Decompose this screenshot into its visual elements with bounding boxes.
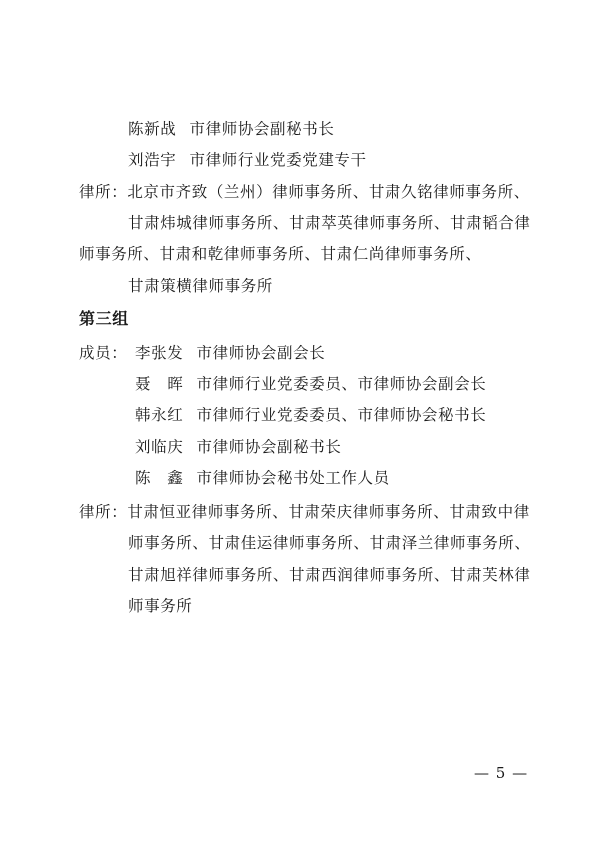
firms-line: 甘肃炜城律师事务所、甘肃萃英律师事务所、甘肃韬合律 bbox=[128, 214, 531, 232]
member-name: 陈 鑫 bbox=[135, 469, 184, 487]
member-row bbox=[135, 374, 486, 394]
member-row bbox=[128, 150, 367, 170]
firms-label: 律所： bbox=[79, 503, 128, 521]
member-row bbox=[135, 468, 390, 488]
member-role: 市律师行业党委委员、市律师协会秘书长 bbox=[196, 406, 487, 424]
page-number: — 5 — bbox=[474, 764, 529, 782]
member-name: 韩永红 bbox=[135, 406, 184, 424]
firms-text: 北京市齐致（兰州）律师事务所、甘肃久铭律师事务所、 bbox=[127, 183, 530, 201]
firms-label: 律所： bbox=[79, 183, 128, 201]
member-name: 李张发 bbox=[135, 344, 184, 362]
member-name: 刘浩宇 bbox=[128, 151, 177, 169]
member-role: 市律师协会副秘书长 bbox=[189, 120, 335, 138]
member-role: 市律师协会副会长 bbox=[196, 344, 326, 362]
members-label: 成员： bbox=[79, 344, 128, 362]
firms-line: 甘肃策横律师事务所 bbox=[128, 277, 273, 295]
member-role: 市律师行业党委党建专干 bbox=[189, 151, 367, 169]
firms-text: 甘肃恒亚律师事务所、甘肃荣庆律师事务所、甘肃致中律 bbox=[127, 503, 530, 521]
firms-line bbox=[79, 502, 530, 522]
firms-line: 师事务所、甘肃和乾律师事务所、甘肃仁尚律师事务所、 bbox=[79, 245, 482, 263]
member-name: 聂 晖 bbox=[135, 375, 184, 393]
member-row bbox=[79, 343, 325, 363]
firms-line: 师事务所 bbox=[128, 597, 193, 615]
firms-line: 甘肃旭祥律师事务所、甘肃西润律师事务所、甘肃芙林律 bbox=[128, 566, 531, 584]
member-row bbox=[135, 405, 486, 425]
member-name: 陈新战 bbox=[128, 120, 177, 138]
member-role: 市律师协会秘书处工作人员 bbox=[196, 469, 390, 487]
firms-line bbox=[79, 182, 530, 202]
member-role: 市律师行业党委委员、市律师协会副会长 bbox=[196, 375, 487, 393]
member-role: 市律师协会副秘书长 bbox=[196, 438, 342, 456]
member-name: 刘临庆 bbox=[135, 438, 184, 456]
member-row bbox=[128, 119, 334, 139]
firms-line: 师事务所、甘肃佳运律师事务所、甘肃泽兰律师事务所、 bbox=[128, 534, 531, 552]
group-heading: 第三组 bbox=[79, 309, 129, 328]
member-row bbox=[135, 437, 341, 457]
